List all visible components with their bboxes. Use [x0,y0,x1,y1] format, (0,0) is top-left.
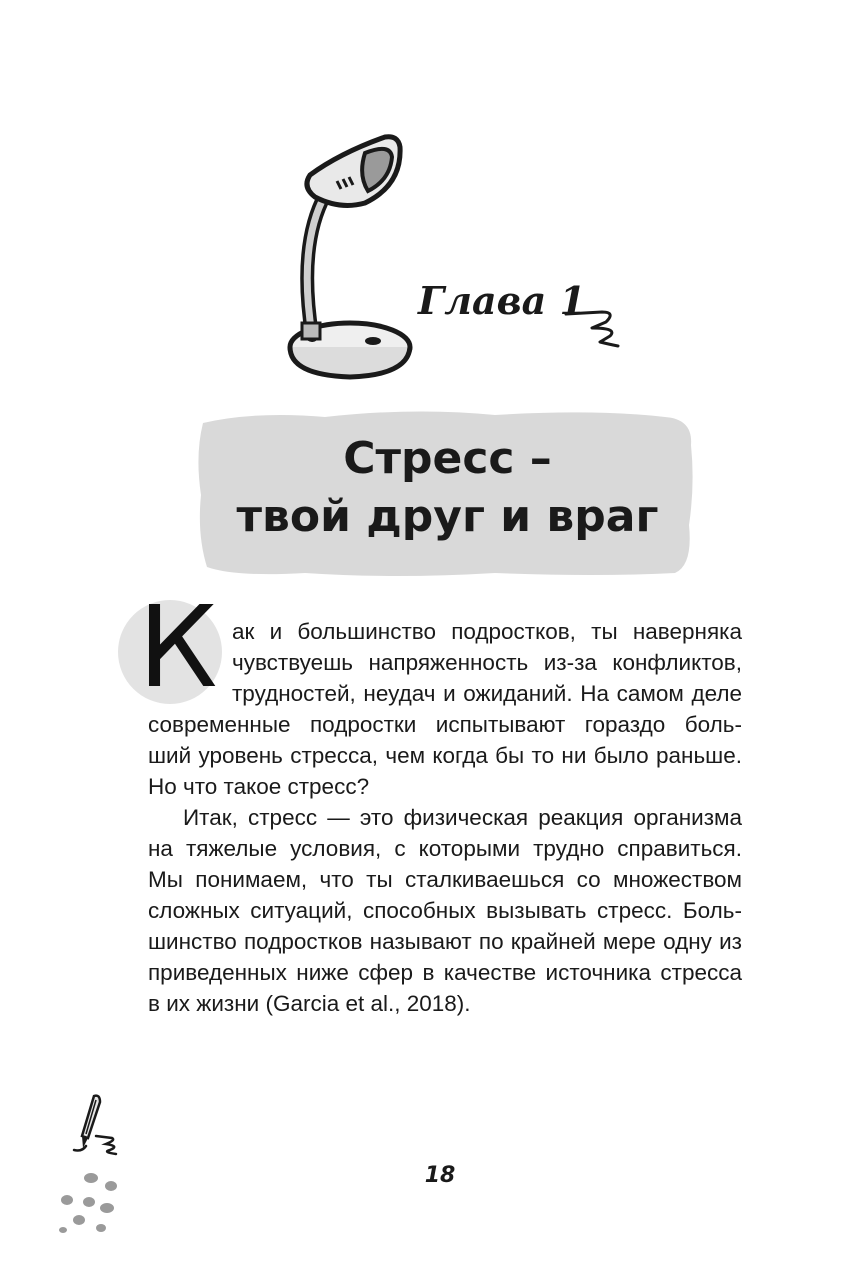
body-line: современные подростки испытывают гораздо боль- [148,712,742,737]
squiggle-icon [562,300,626,350]
title-line-2: твой друг и враг [236,491,659,542]
body-line: сложных ситуаций, способных вызывать стресс. Боль- [148,898,742,923]
page-number: 18 [424,1163,456,1188]
chapter-title [195,430,700,546]
body-line: Итак, стресс — это физическая реакция организма [183,805,742,830]
body-line: ак и большинство подростков, ты наверняка [232,619,742,644]
chapter-label: Глава 1 [418,278,586,323]
body-line: Но что такое стресс? [148,774,370,799]
body-line: в их жизни (Garcia et al., 2018). [148,991,471,1016]
dropcap-letter: К [138,583,218,713]
title-line-1: Стресс – [343,433,552,484]
body-line: на тяжелые условия, с которыми трудно справиться. [148,836,742,861]
body-line: чувствуешь напряженность из-за конфликтов, [232,650,742,675]
body-line: приведенных ниже сфер в качестве источника стресса [148,960,742,985]
dots-decoration-icon [55,1170,135,1240]
body-line: шинство подростков называют по крайней мере одну из [148,929,742,954]
desk-lamp-icon [270,125,420,390]
body-line: ший уровень стресса, чем когда бы то ни было раньше. [148,743,742,768]
pen-icon [66,1092,126,1162]
body-line: трудностей, неудач и ожиданий. На самом деле [232,681,742,706]
body-line: Мы понимаем, что ты сталкиваешься со множеством [148,867,742,892]
